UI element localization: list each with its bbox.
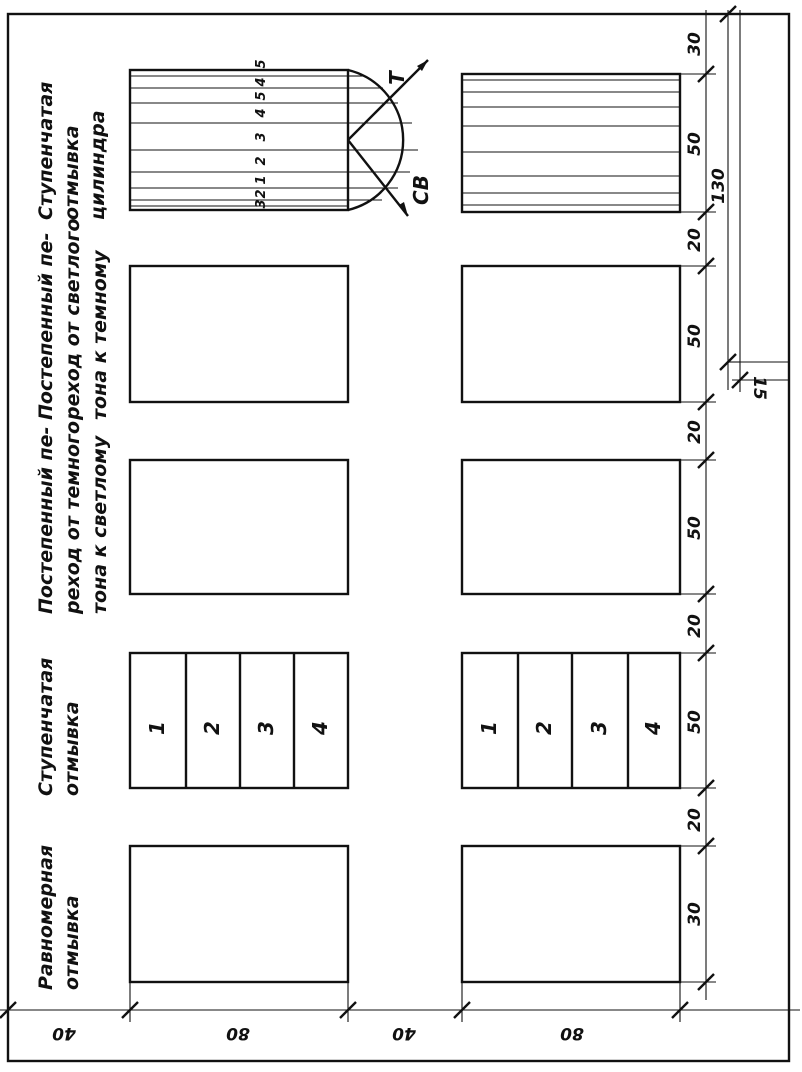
step-number: 1 [145,721,169,735]
step-number: 2 [200,721,224,735]
dim-gap: 20 [685,228,705,252]
label-light-to-dark: Постепенный пе- реход от светлого тона к темному [35,218,111,420]
dim-total: 130 [709,168,729,204]
step-number: 3 [587,721,611,735]
dim-gap: 20 [685,808,705,832]
dim-box-width: 50 [685,710,705,734]
step-number: 4 [641,721,665,735]
cylinder-box-lower [462,74,680,212]
label-cylinder: Ступенчатая отмывка цилиндра [35,81,109,220]
cylinder-box-upper [130,60,428,216]
step-number: 3 [254,721,278,735]
box-light-to-dark-lower [462,266,680,402]
cylinder-number: 1 [254,175,269,185]
bottom-dimension-chain [0,982,800,1022]
label-uniform: Равномерная отмывка [35,844,83,990]
light-label-outgoing: CB [409,175,433,205]
upper-row [130,60,428,982]
step-number: 1 [477,721,501,735]
dim-top: 30 [685,32,705,56]
step-number: 4 [308,721,332,735]
step-number: 2 [532,721,556,735]
light-ray-outgoing [348,140,408,216]
cylinder-number: 4 [254,77,269,87]
cylinder-number: 4 [254,108,269,118]
dim-box-height: 80 [560,1023,584,1043]
dim-gap: 20 [685,614,705,638]
arrow-head-outgoing [399,202,408,216]
cylinder-number: 2 [254,189,269,199]
box-uniform-lower [462,846,680,982]
box-uniform-upper [130,846,348,982]
label-dark-to-light: Постепенный пе- реход от темного тона к светлому [35,420,111,614]
box-dark-to-light-upper [130,460,348,594]
cylinder-number: 3 [254,199,269,209]
lower-row [462,74,680,982]
dim-cylinder-width: 50 [685,132,705,156]
dim-box-width: 50 [685,324,705,348]
cylinder-number: 5 [254,91,269,101]
stepped-box-lower [462,653,680,788]
cylinder-number: 5 [254,59,269,69]
box-light-to-dark-upper [130,266,348,402]
dim-middle-gap: 40 [392,1023,416,1043]
label-stepped: Ступенчатая отмывка [35,657,83,796]
stepped-box-upper [130,653,348,788]
dim-left-margin: 40 [52,1023,76,1043]
cylinder-number: 2 [254,156,269,166]
cylinder-number: 3 [254,132,269,142]
dim-box-width-first: 30 [685,902,705,926]
dim-margin: 15 [749,376,769,400]
dim-box-width: 50 [685,516,705,540]
bottom-dimension-labels [52,1023,584,1043]
right-dimension-labels [685,32,769,926]
box-dark-to-light-lower [462,460,680,594]
dim-box-height: 80 [226,1023,250,1043]
light-label-incoming: T [385,71,409,85]
dim-gap: 20 [685,420,705,444]
